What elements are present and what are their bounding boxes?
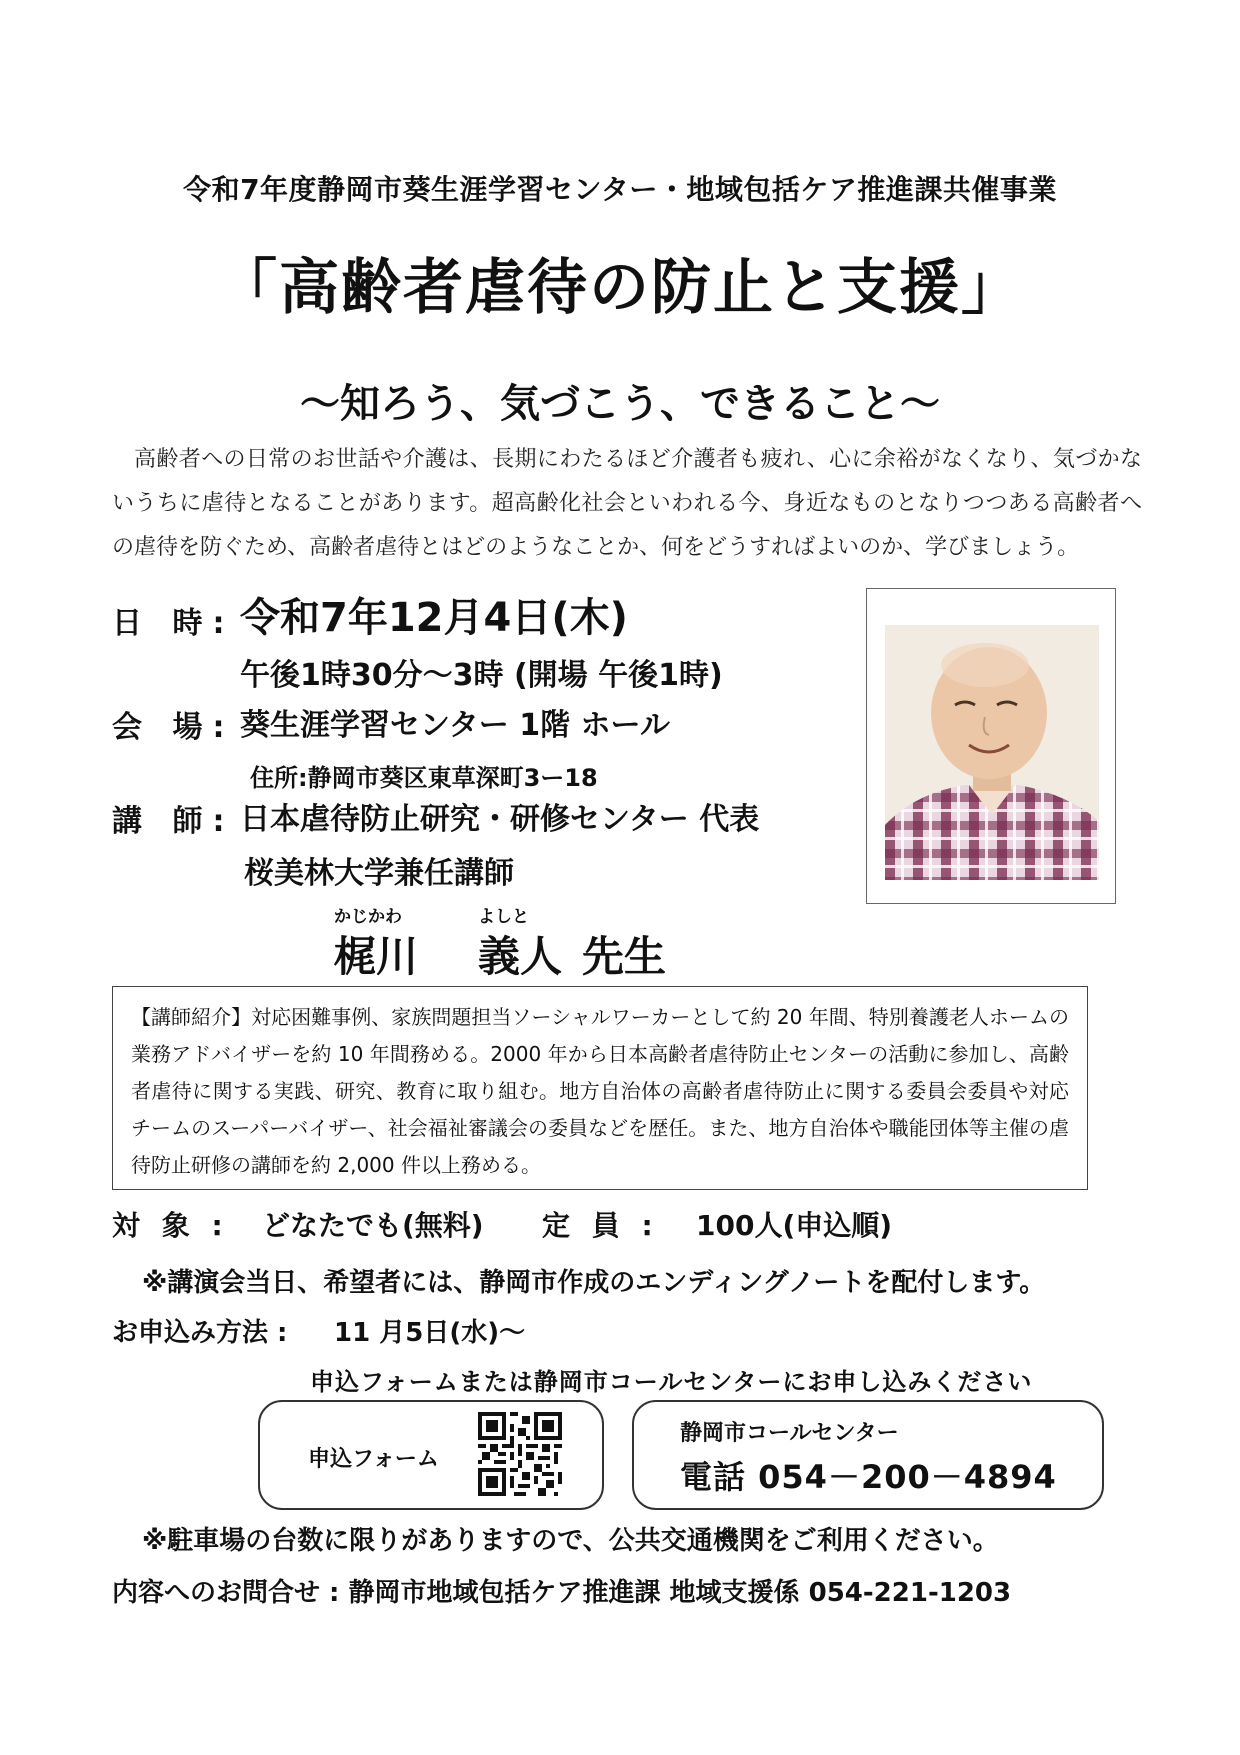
lecturer-given-name: 義人 <box>478 932 563 981</box>
application-instruction: 申込フォームまたは静岡市コールセンターにお申し込みください <box>310 1368 1033 1396</box>
ending-note: ※講演会当日、希望者には、静岡市作成のエンディングノートを配付します。 <box>142 1268 1046 1298</box>
target-value: どなたでも(無料) <box>262 1209 484 1242</box>
lecturer-bio-box <box>112 986 1088 1190</box>
call-center-phone[interactable]: 電話 054－200－4894 <box>680 1458 1057 1496</box>
venue-name: 葵生涯学習センター 1階 ホール <box>240 708 670 743</box>
contact-info: 内容へのお問合せ : 静岡市地域包括ケア推進課 地域支援係 054-221-1203 <box>112 1578 1012 1608</box>
lecturer-affiliation-2: 桜美林大学兼任講師 <box>244 856 514 891</box>
intro-text: 高齢者への日常のお世話や介護は、長期にわたるほど介護者も疲れ、心に余裕がなくなり、気づかないうちに虐待となることがあります。超高齢化社会といわれる今、身近なものとなりつつある高齢者への虐待を防ぐため、高齢者虐待とはどのようなことか、何をどうすればよいのか、学びましょう。 <box>112 447 1142 560</box>
lecturer-honorific: 先生 <box>582 932 667 981</box>
qr-code-icon[interactable] <box>478 1412 562 1496</box>
application-label: お申込み方法 : <box>112 1318 288 1348</box>
sponsor-line: 令和7年度静岡市葵生涯学習センター・地域包括ケア推進課共催事業 <box>183 173 1057 206</box>
lecturer-bio: 【講師紹介】対応困難事例、家族問題担当ソーシャルワーカーとして約 20 年間、特別養護老人ホームの業務アドバイザーを約 10 年間務める。2000 年から日本高齢者虐待防止センターの活動に参加し、高齢者虐待に関する実践、研究、教育に取り組む。地方自治体の高齢者虐待防止に関する委員会委員や対応チームのスーパーバイザー、社会福祉審議会の委員などを歴任。また、地方自治体や職能団体等主催の虐待防止研修の講師を約 2,000 件以上務める。 <box>131 1005 1069 1177</box>
lecturer-family-name: 梶川 <box>334 932 419 981</box>
datetime-label: 日 時: <box>112 606 235 641</box>
call-center-label: 静岡市コールセンター <box>680 1421 899 1446</box>
portrait-illustration <box>885 625 1099 880</box>
intro-paragraph <box>112 438 1142 570</box>
lecturer-ruby-family: かじかわ <box>334 907 402 927</box>
lecturer-affiliation-1: 日本虐待防止研究・研修センター 代表 <box>240 802 760 837</box>
lecturer-ruby-given: よしと <box>478 907 529 927</box>
venue-label: 会 場: <box>112 710 235 745</box>
application-form-label: 申込フォーム <box>308 1447 439 1472</box>
parking-note: ※駐車場の台数に限りがありますので、公共交通機関をご利用ください。 <box>142 1526 999 1556</box>
event-time: 午後1時30分～3時 (開場 午後1時) <box>240 658 723 693</box>
venue-address: 住所:静岡市葵区東草深町3ー18 <box>250 764 598 792</box>
capacity-value: 100人(申込順) <box>696 1209 893 1242</box>
target-label: 対 象 : <box>112 1209 229 1242</box>
event-date: 令和7年12月4日(木) <box>240 595 628 641</box>
capacity-label: 定 員 : <box>542 1209 659 1242</box>
page-title: 「高齢者虐待の防止と支援」 <box>217 253 1023 323</box>
application-start: 11 月5日(水)～ <box>334 1318 526 1348</box>
lecturer-photo-frame <box>866 588 1116 904</box>
call-center-box <box>632 1400 1104 1510</box>
lecturer-label: 講 師: <box>112 804 235 839</box>
application-form-box[interactable] <box>258 1400 604 1510</box>
page-subtitle: ～知ろう、気づこう、できること～ <box>300 381 940 427</box>
lecturer-photo <box>885 625 1099 880</box>
